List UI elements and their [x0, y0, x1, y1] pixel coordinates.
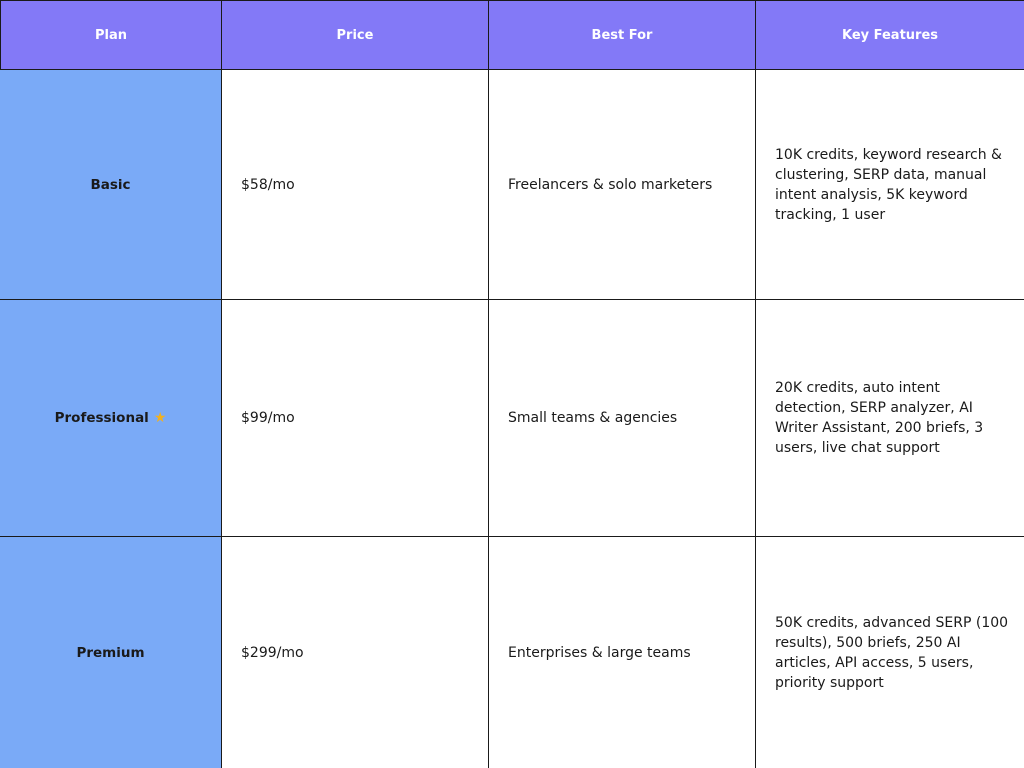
- plan-name: Basic: [90, 176, 131, 193]
- plan-cell-premium: [0, 537, 222, 768]
- plan-cell-professional: [0, 300, 222, 537]
- plan-name: Professional: [54, 410, 149, 426]
- best-for-cell: Freelancers & solo marketers: [489, 70, 756, 300]
- plan-name: Premium: [76, 644, 145, 661]
- best-for-cell: Enterprises & large teams: [489, 537, 756, 768]
- features-cell: 10K credits, keyword research & clustering, SERP data, manual intent analysis, 5K keyword tracking, 1 user: [756, 70, 1024, 300]
- header-key-features: Key Features: [756, 0, 1024, 70]
- header-best-for: Best For: [489, 0, 756, 70]
- features-cell: 50K credits, advanced SERP (100 results), 500 briefs, 250 AI articles, API access, 5 users, priority support: [756, 537, 1024, 768]
- price-cell: $58/mo: [222, 70, 489, 300]
- price-cell: $299/mo: [222, 537, 489, 768]
- features-cell: 20K credits, auto intent detection, SERP analyzer, AI Writer Assistant, 200 briefs, 3 users, live chat support: [756, 300, 1024, 537]
- plan-cell-basic: [0, 70, 222, 300]
- header-plan: Plan: [0, 0, 222, 70]
- star-icon: ★: [153, 410, 167, 426]
- header-price: Price: [222, 0, 489, 70]
- best-for-cell: Small teams & agencies: [489, 300, 756, 537]
- price-cell: $99/mo: [222, 300, 489, 537]
